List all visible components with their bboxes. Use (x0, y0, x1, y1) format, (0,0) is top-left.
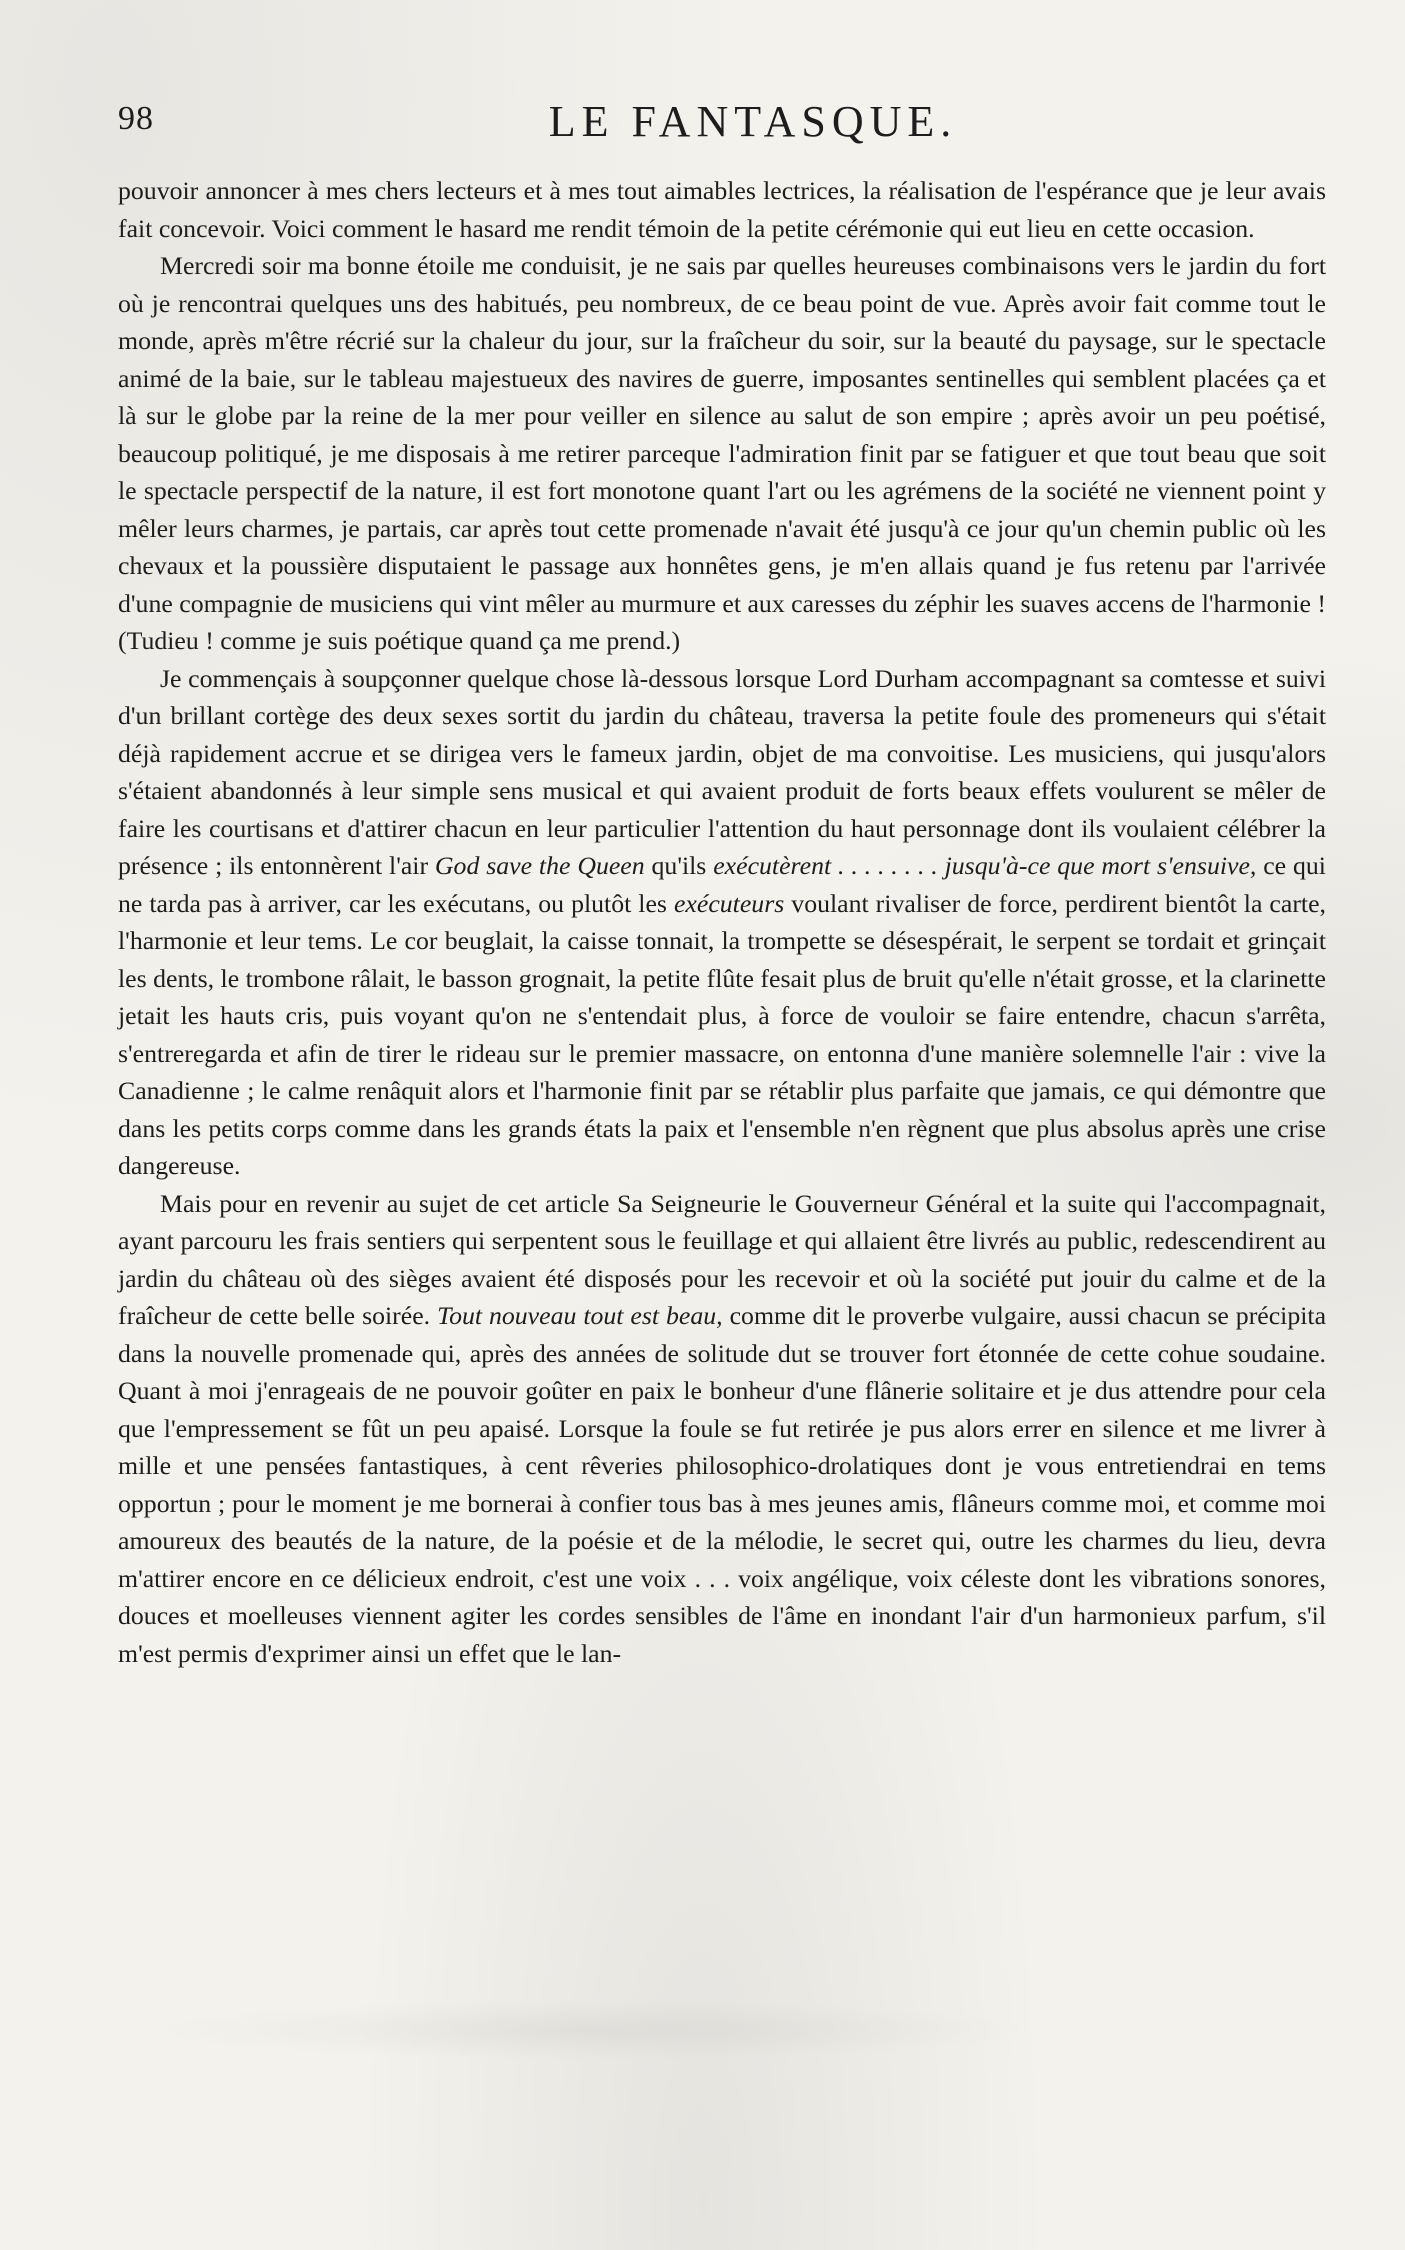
paragraph-4 (118, 1185, 1326, 1673)
paragraph-3-text-d: voulant rivaliser de force, perdirent bientôt la carte, l'harmonie et leur tems. Le cor beuglait, la caisse tonnait, la trompette se désespérait, le serpent se tordait et grinçait les dents, le trombone râlait, le basson grognait, la petite flûte fesait plus de bruit qu'elle n'était grosse, et la clarinette jetait les hauts cris, puis voyant qu'on ne s'entendait plus, à force de vouloir se faire entendre, chacun s'arrêta, s'entreregarda et afin de tirer le rideau sur le premier massacre, on entonna d'une manière solemnelle l'air : vive la Canadienne ; le calme renâquit alors et l'harmonie finit par se rétablir plus parfaite que jamais, ce qui démontre que dans les petits corps comme dans les grands états la paix et l'ensemble n'en règnent que plus absolus après une crise dangereuse. (118, 888, 1326, 1180)
italic-proverb: Tout nouveau tout est beau, (437, 1301, 723, 1330)
scan-smudge (140, 2000, 1040, 2060)
page-number: 98 (118, 100, 154, 137)
paragraph-4-text-a: Mais pour en revenir au sujet de cet article Sa Seigneurie le Gouverneur Général et la suite qui l'accompagnait, ayant parcouru les frais sentiers qui serpentent sous le feuillage et qui allaient être livrés au public, redescendirent au jardin du château où des sièges avaient été disposés pour les recevoir et où la société put jouir du calme et de la fraîcheur de cette belle soirée. (118, 1188, 1326, 1330)
italic-word-executeurs: exécuteurs (673, 888, 785, 918)
paragraph-3 (118, 660, 1326, 1185)
article-body (118, 172, 1326, 1672)
paragraph-3-text-c: ce qui ne tarda pas à arriver, car les exécutans, ou plutôt les (118, 851, 1326, 918)
song-title-god-save-the-queen: God save the Queen (434, 851, 645, 880)
page-header (118, 96, 1328, 156)
running-title: LE FANTASQUE. (548, 97, 958, 146)
italic-phrase-executerent: exécutèrent . . . . . . . . jusqu'à-ce que mort s'ensuive, (713, 851, 1257, 880)
paragraph-2: Mercredi soir ma bonne étoile me conduisit, je ne sais par quelles heureuses combinaisons vers le jardin du fort où je rencontrai quelques uns des habitués, peu nombreux, de ce beau point de vue. Après avoir fait comme tout le monde, après m'être récrié sur la chaleur du jour, sur la fraîcheur du soir, sur la beauté du paysage, sur le spectacle animé de la baie, sur le tableau majestueux des navires de guerre, imposantes sentinelles qui semblent placées ça et là sur le globe par la reine de la mer pour veiller en silence au salut de son empire ; après avoir un peu poétisé, beaucoup politiqué, je me disposais à me retirer parceque l'admiration finit par se fatiguer et que tout beau que soit le spectacle perspectif de la nature, il est fort monotone quant l'art ou les agrémens de la société ne viennent point y mêler leurs charmes, je partais, car après tout cette promenade n'avait été jusqu'à ce jour qu'un chemin public où les chevaux et la poussière disputaient le passage aux honnêtes gens, je m'en allais quand je fus retenu par l'arrivée d'une compagnie de musiciens qui vint mêler au murmure et aux caresses du zéphir les suaves accens de l'harmonie ! (Tudieu ! comme je suis poétique quand ça me prend.) (118, 251, 1326, 655)
paragraph-3-text-b: qu'ils (651, 851, 707, 880)
paragraph-4-text-b: comme dit le proverbe vulgaire, aussi chacun se précipita dans la nouvelle promenade qui, après des années de solitude dut se trouver fort étonnée de cette cohue soudaine. Quant à moi j'enrageais de ne pouvoir goûter en paix le bonheur d'une flânerie solitaire et je dus attendre pour cela que l'empressement se fût un peu apaisé. Lorsque la foule se fut retirée je pus alors errer en silence et me livrer à mille et une pensées fantastiques, à cent rêveries philosophico-drolatiques dont je vous entretiendrai en tems opportun ; pour le moment je me bornerai à confier tous bas à mes jeunes amis, flâneurs comme moi, et comme moi amoureux des beautés de la nature, de la poésie et de la mélodie, le secret qui, outre les charmes du lieu, devra m'attirer encore en ce délicieux endroit, c'est une voix . . . voix angélique, voix céleste dont les vibrations sonores, douces et moelleuses viennent agiter les cordes sensibles de l'âme en inondant l'air d'un harmonieux parfum, s'il m'est permis d'exprimer ainsi un effet que le lan- (118, 1301, 1327, 1668)
paragraph-1: pouvoir annoncer à mes chers lecteurs et à mes tout aimables lectrices, la réalisation de l'espérance que je leur avais fait concevoir. Voici comment le hasard me rendit témoin de la petite cérémonie qui eut lieu en cette occasion. (118, 176, 1326, 243)
paragraph-3-text-a: Je commençais à soupçonner quelque chose là-dessous lorsque Lord Durham accompagnant sa comtesse et suivi d'un brillant cortège des deux sexes sortit du jardin du château, traversa la petite foule des promeneurs qui s'était déjà rapidement accrue et se dirigea vers le fameux jardin, objet de ma convoitise. Les musiciens, qui jusqu'alors s'étaient abandonnés à leur simple sens musical et qui avaient produit de forts beaux effets voulurent se mêler de faire les courtisans et d'attirer chacun en leur particulier l'attention du haut personnage dont ils voulaient célébrer la présence ; ils entonnèrent l'air (118, 663, 1326, 880)
